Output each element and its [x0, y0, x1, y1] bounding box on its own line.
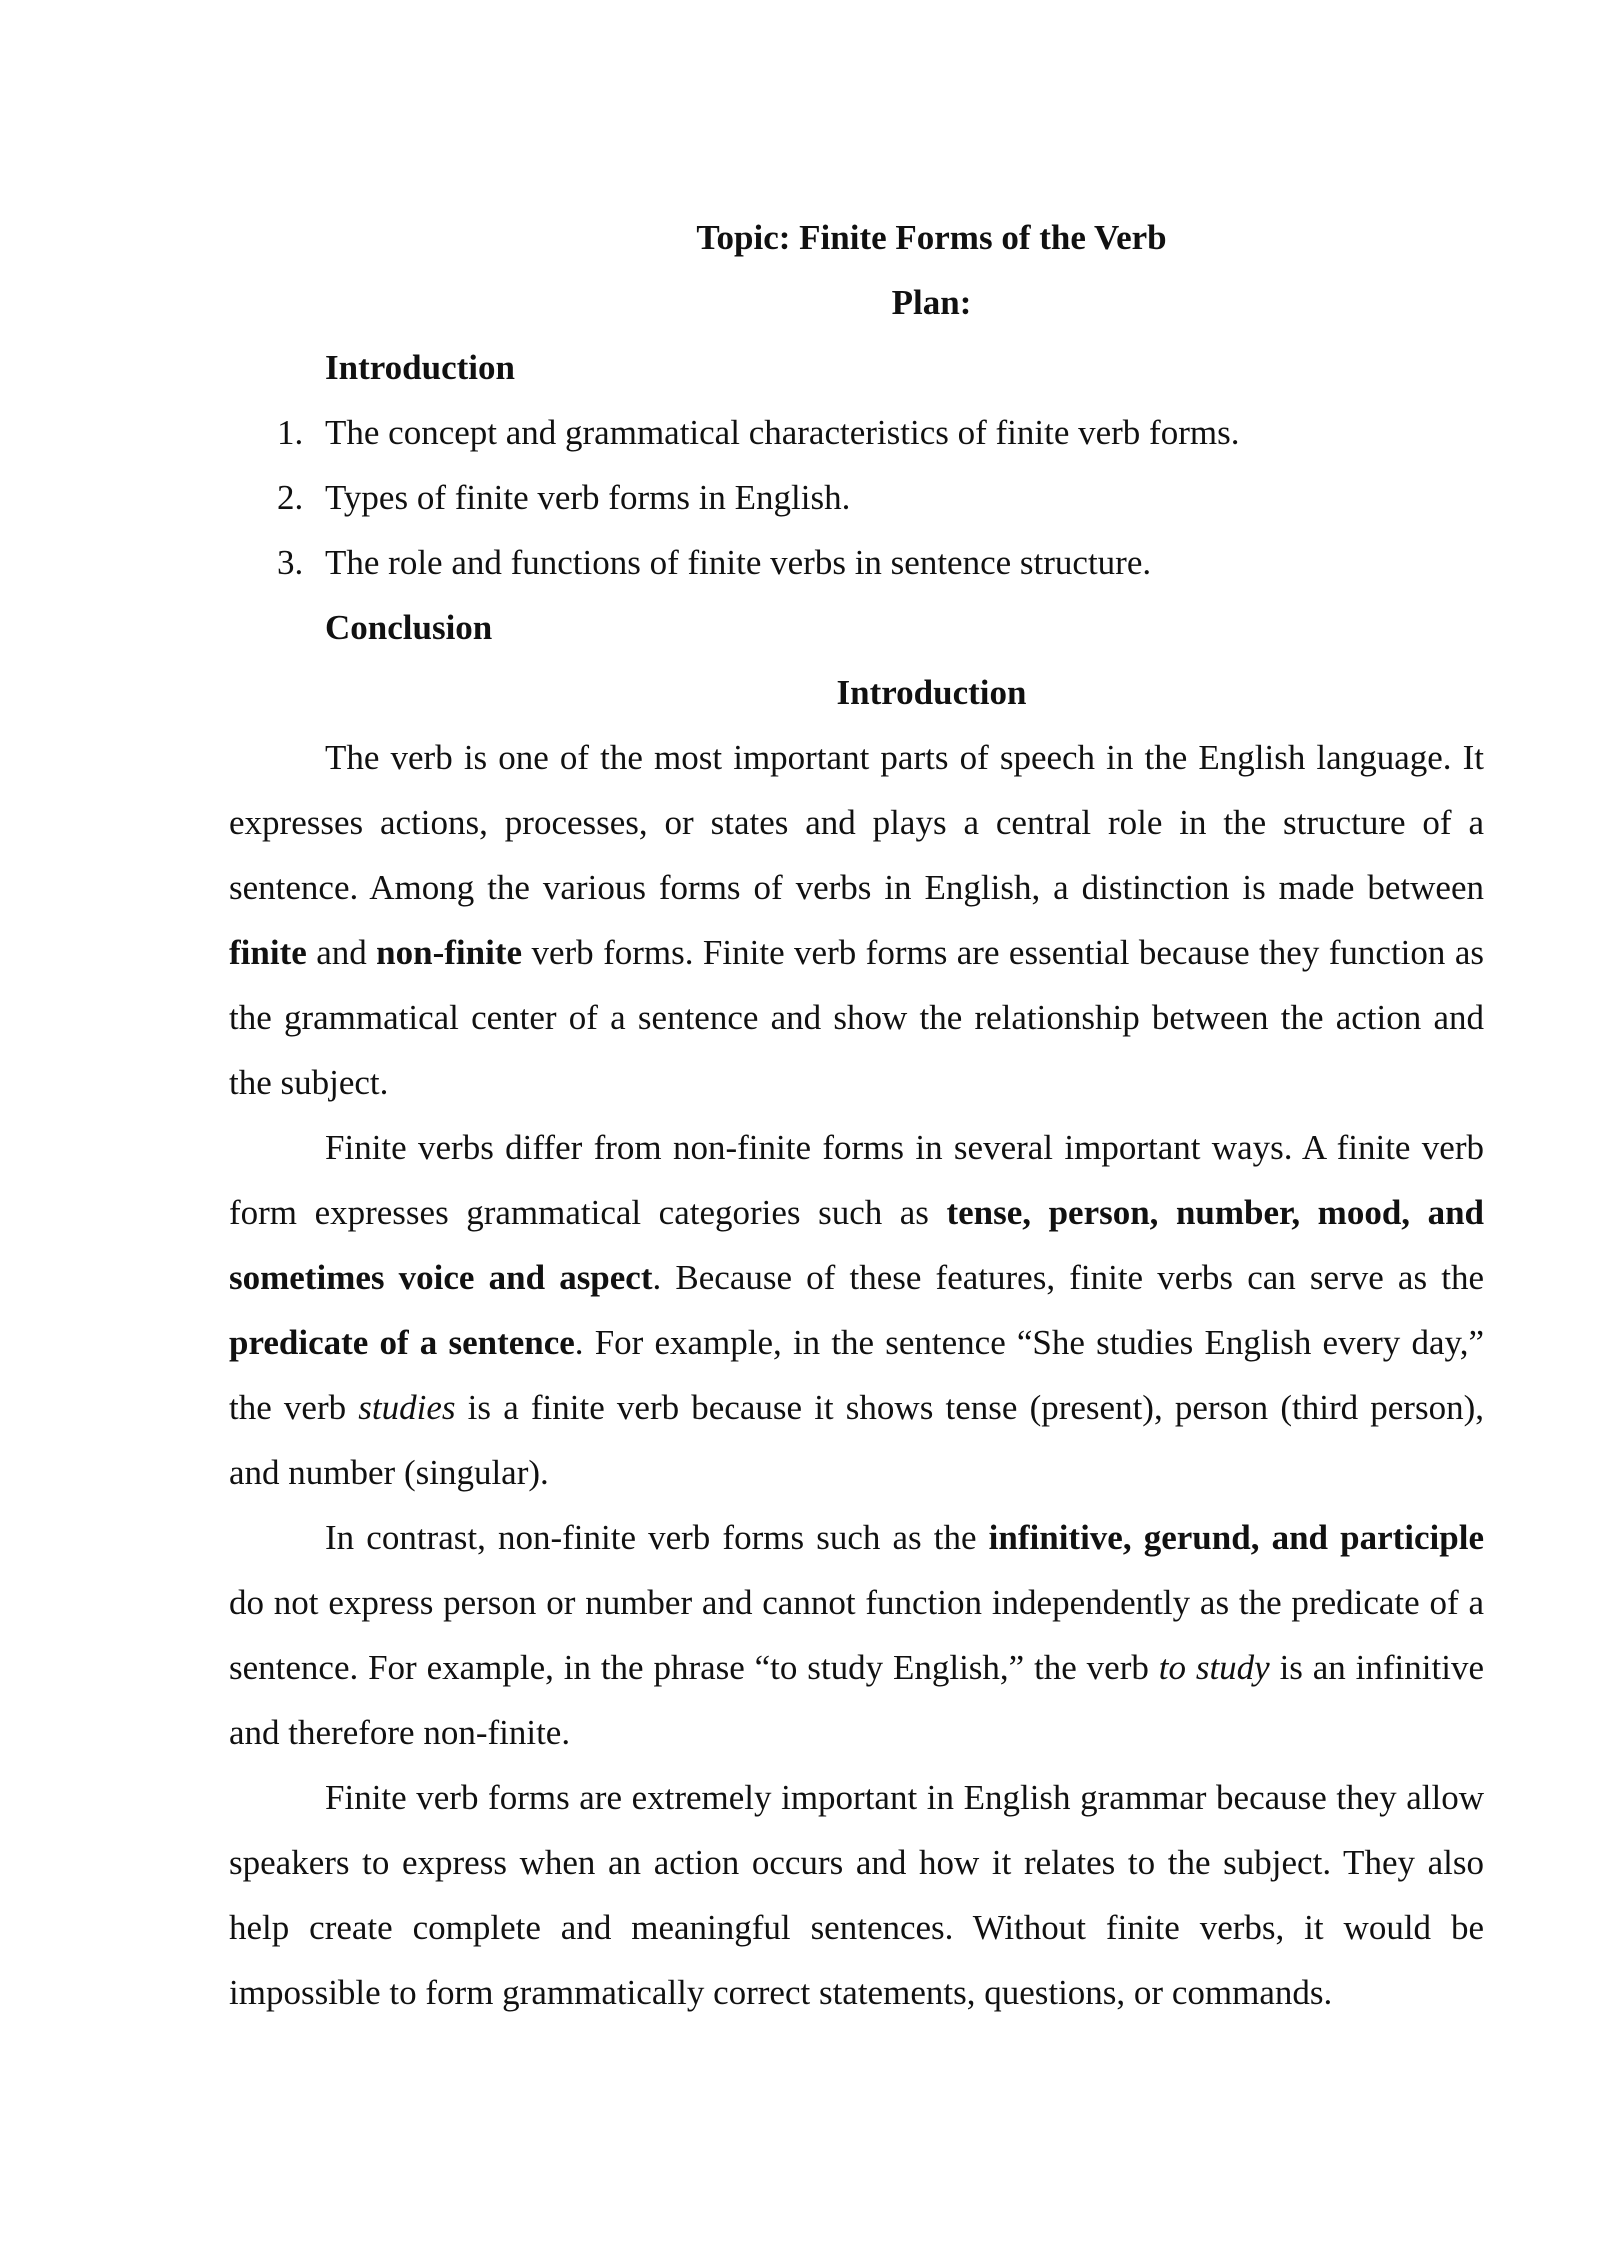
paragraph-text: do not express person or number and cannot function independently as the predicate of a sentence. For example, in the phrase “to study English,” the verb	[229, 1583, 1484, 1687]
paragraph-text: In contrast, non-finite verb forms such as the	[325, 1518, 989, 1557]
plan-item-text: Types of finite verb forms in English.	[325, 478, 851, 517]
italic-term: studies	[358, 1388, 456, 1427]
bold-term: predicate of a sentence	[229, 1323, 575, 1362]
paragraph-text: is a finite verb because it shows tense (present), person (third person), and number (singular).	[229, 1388, 1484, 1492]
plan-item	[229, 400, 1484, 465]
paragraph-text: The verb is one of the most important parts of speech in the English language. It expresses actions, processes, or states and plays a central role in the structure of a sentence. Among the various forms of verbs in English, a distinction is made between	[229, 738, 1484, 907]
italic-term: to study	[1158, 1648, 1270, 1687]
section-heading: Introduction	[836, 673, 1027, 712]
plan-item	[229, 465, 1484, 530]
paragraph	[229, 1505, 1484, 1765]
plan-heading: Plan:	[891, 283, 972, 322]
paragraph-text: Finite verbs differ from non-finite forms in several important ways. A finite verb form expresses grammatical categories such as	[229, 1128, 1484, 1232]
plan-list	[229, 400, 1484, 595]
paragraph-text: is an infinitive and therefore non-finite.	[229, 1648, 1484, 1752]
plan-item-text: The role and functions of finite verbs in sentence structure.	[325, 543, 1152, 582]
paragraph-text: and	[306, 933, 377, 972]
bold-term: non-finite	[376, 933, 523, 972]
plan-item-text: The concept and grammatical characteristics of finite verb forms.	[325, 413, 1240, 452]
plan-conclusion-label: Conclusion	[325, 608, 493, 647]
plan-item-number: 3.	[277, 543, 304, 582]
plan-item-number: 2.	[277, 478, 304, 517]
plan-item-number: 1.	[277, 413, 304, 452]
paragraph-text: . Because of these features, finite verbs can serve as the	[652, 1258, 1485, 1297]
bold-term: tense, person, number, mood, and sometimes voice and aspect	[229, 1193, 1485, 1297]
plan-intro-label: Introduction	[325, 348, 515, 387]
document-title: Topic: Finite Forms of the Verb	[696, 218, 1167, 257]
document-page	[229, 205, 1484, 2025]
paragraph-text: . For example, in the sentence “She studies English every day,” the verb	[229, 1323, 1484, 1427]
paragraph	[229, 1115, 1484, 1505]
paragraph-text: verb forms. Finite verb forms are essential because they function as the grammatical center of a sentence and show the relationship between the action and the subject.	[229, 933, 1484, 1102]
bold-term: finite	[229, 933, 307, 972]
bold-term: infinitive, gerund, and participle	[988, 1518, 1484, 1557]
plan-item	[229, 530, 1484, 595]
paragraph	[229, 725, 1484, 1115]
paragraph	[229, 1765, 1484, 2025]
paragraph-text: Finite verb forms are extremely important in English grammar because they allow speakers to express when an action occurs and how it relates to the subject. They also help create complete and meaningful sentences. Without finite verbs, it would be impossible to form grammatically correct statements, questions, or commands.	[229, 1778, 1484, 2012]
